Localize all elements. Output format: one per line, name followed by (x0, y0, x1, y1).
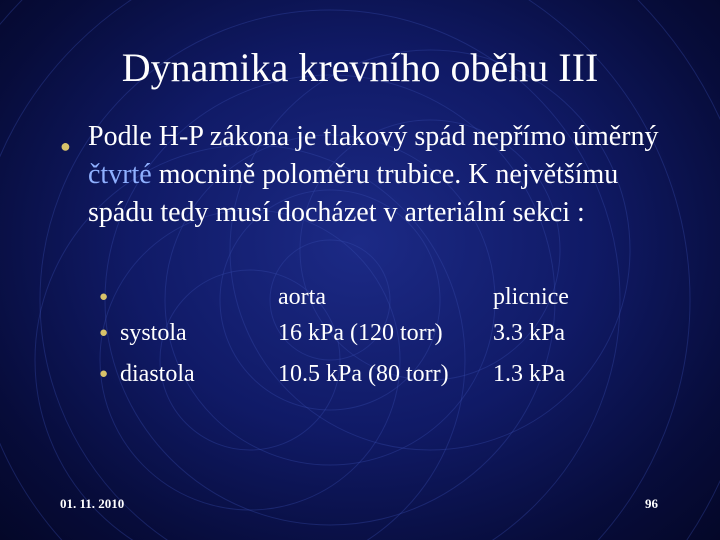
slide-title: Dynamika krevního oběhu III (121, 45, 599, 90)
page-number: 96 (645, 496, 658, 511)
table-row (0, 357, 720, 397)
main-bullet-text-end: mocnině poloměru trubice. K největšímu spádu tedy musí docházet v arteriální sekci : (88, 159, 619, 228)
table-cell-aorta: 10.5 kPa (80 torr) (278, 361, 449, 387)
table-header-plicnice: plicnice (493, 284, 569, 310)
main-bullet-text-start: Podle H-P zákona je tlakový spád nepřímo úměrný (88, 121, 659, 152)
footer-date: 01. 11. 2010 (60, 496, 125, 511)
main-bullet-highlight: čtvrté (88, 159, 152, 190)
bullet-dot-icon: ● (60, 136, 71, 156)
table-header-aorta: aorta (278, 284, 326, 310)
table-cell-plicnice: 1.3 kPa (493, 361, 565, 387)
table-row-label: systola (120, 320, 187, 346)
main-bullet-text (88, 118, 688, 232)
table-cell-aorta: 16 kPa (120 torr) (278, 320, 443, 346)
table-row (0, 316, 720, 356)
table-cell-plicnice: 3.3 kPa (493, 320, 565, 346)
table-row-label: diastola (120, 361, 195, 387)
table-header-row (0, 280, 720, 320)
bullet-dot-icon: ● (99, 289, 109, 305)
bullet-dot-icon: ● (99, 366, 109, 382)
bullet-dot-icon: ● (99, 325, 109, 341)
